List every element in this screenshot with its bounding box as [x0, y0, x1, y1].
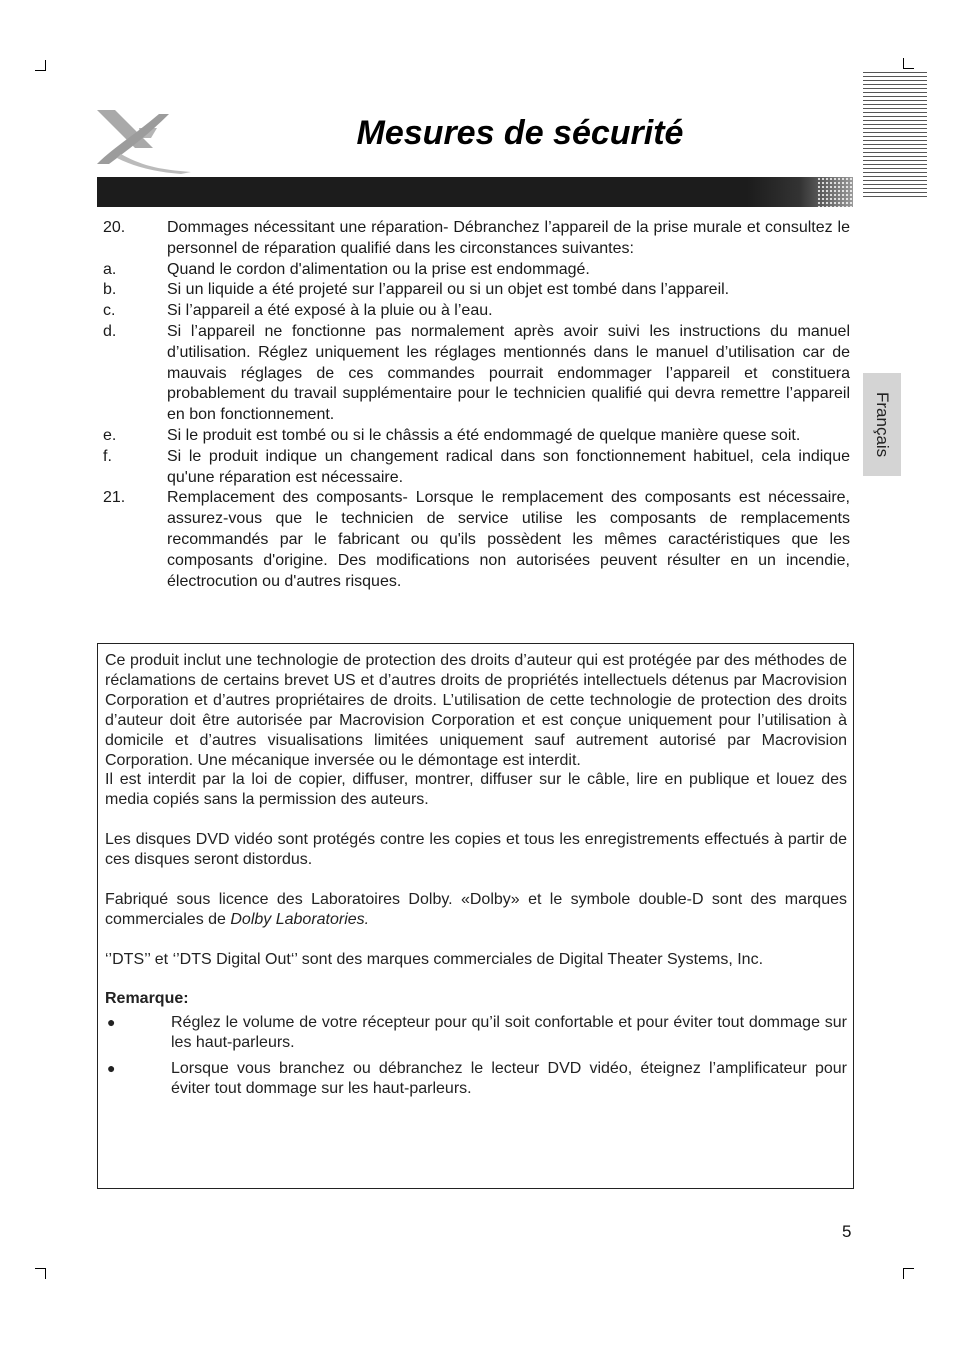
list-item-number: 20. — [103, 219, 126, 236]
remark-bullet-text: Réglez le volume de votre récepteur pour qu’il soit confortable et pour éviter tout dommage sur les haut-parleurs. — [171, 1014, 847, 1052]
dolby-text: Fabriqué sous licence des Laboratoires Dolby. «Dolby» et le symbole double-D sont des marques commerciales de — [105, 890, 847, 928]
list-item-text: Si l’appareil ne fonctionne pas normalement après avoir suivi les instructions du manuel d’utilisation. Réglez uniquement les réglages mentionnés dans le manuel d’utilisation car de mauvais réglages de ces commandes pourrait endommager l’appareil et constituera probablement du travail supplémentaire pour le technicien qualifié qui devra remettre l’appareil en bon fonctionnement. — [167, 322, 850, 424]
list-item-text: Remplacement des composants- Lorsque le remplacement des composants est nécessaire, assurez-vous que le technicien de service utilise les composants de remplacements recommandés par le fabricant ou qu'ils possèdent les mêmes caractéristiques que les composants d'origine. Des modifications non autorisées peuvent résulter en un incendie, électrocution ou d'autres risques. — [167, 489, 850, 590]
list-item-text: Si le produit est tombé ou si le châssis a été endommagé de quelque manière quese soit. — [167, 426, 801, 444]
crop-mark-top-left — [35, 60, 46, 71]
header-bar — [97, 177, 853, 207]
list-item — [103, 280, 850, 301]
bullet-dot-icon: ● — [107, 1014, 116, 1031]
list-item — [103, 426, 850, 447]
language-tab-label: Français — [873, 391, 892, 458]
bullet-dot-icon: ● — [107, 1060, 116, 1077]
list-item-number: c. — [103, 302, 116, 320]
list-item-text: Si l’appareil a été exposé à la pluie ou à l’eau. — [167, 302, 493, 320]
remark-heading: Remarque: — [105, 990, 189, 1008]
list-item-number: b. — [103, 281, 117, 299]
list-item — [103, 322, 850, 426]
page-number: 5 — [842, 1222, 852, 1241]
dolby-laboratories-text: Dolby Laboratories. — [230, 910, 370, 928]
page-title: Mesures de sécurité — [356, 114, 684, 152]
list-item-number: d. — [103, 322, 117, 340]
notice-dolby-paragraph — [105, 890, 847, 930]
notice-dts-paragraph: ‘’DTS’’ et ‘’DTS Digital Out‘’ sont des marques commerciales de Digital Theater Systems, Inc. — [105, 950, 764, 968]
language-tab — [863, 373, 901, 476]
notice-copyright-paragraph: Ce produit inclut une technologie de protection des droits d’auteur qui est protégée par des méthodes de réclamations de certains brevet US et d’autres droits de propriétés intellectuels détenus par Macrovision Corporation et d’autres propriétaires de droits. L’utilisation de cette technologie de protection des droits d’auteur doit être autorisée par Macrovision Corporation et est conçue uniquement pour l’utilisation à domicile et d’autres visualisations limitées uniquement sauf autrement autorisé par Macrovision Corporation. Une mécanique inversée ou le démontage est interdit. — [105, 652, 847, 769]
list-item-text: Dommages nécessitant une réparation- Débranchez l’appareil de la prise murale et consultez le personnel de réparation qualifié dans les circonstances suivantes: — [167, 219, 850, 257]
list-item-number: a. — [103, 260, 117, 278]
safety-list — [103, 218, 850, 592]
legal-notice-box — [97, 643, 854, 1189]
header-bar-dot-pattern — [817, 177, 853, 207]
crop-mark-bottom-right — [903, 1268, 914, 1279]
list-item — [103, 301, 850, 322]
remark-bullet-text: Lorsque vous branchez ou débranchez le lecteur DVD vidéo, éteignez l’amplificateur pour éviter tout dommage sur les haut-parleurs. — [171, 1060, 847, 1097]
list-item-number: f. — [103, 447, 112, 465]
list-item-text: Si un liquide a été projeté sur l’appareil ou si un objet est tombé dans l’appareil. — [167, 281, 730, 299]
list-item-number: e. — [103, 426, 117, 444]
list-item-text: Si le produit indique un changement radical dans son fonctionnement habituel, cela indique qu'une réparation est nécessaire. — [167, 447, 850, 486]
remark-bullet-item — [105, 1059, 847, 1099]
list-item — [103, 488, 850, 592]
list-item-number: 21. — [103, 489, 126, 507]
list-item — [103, 218, 850, 260]
remark-bullet-item — [105, 1013, 847, 1053]
list-item-text: Quand le cordon d'alimentation ou la prise est endommagé. — [167, 260, 590, 278]
list-item — [103, 447, 850, 489]
list-item — [103, 260, 850, 281]
crop-mark-bottom-left — [35, 1268, 46, 1279]
notice-dvd-paragraph: Les disques DVD vidéo sont protégés contre les copies et tous les enregistrements effectués à partir de ces disques seront distordus. — [105, 831, 847, 869]
crop-mark-top-right — [903, 58, 914, 69]
notice-copying-paragraph: Il est interdit par la loi de copier, diffuser, montrer, diffuser sur le câble, lire en publique et louez des media copiés sans la permission des auteurs. — [105, 771, 847, 809]
